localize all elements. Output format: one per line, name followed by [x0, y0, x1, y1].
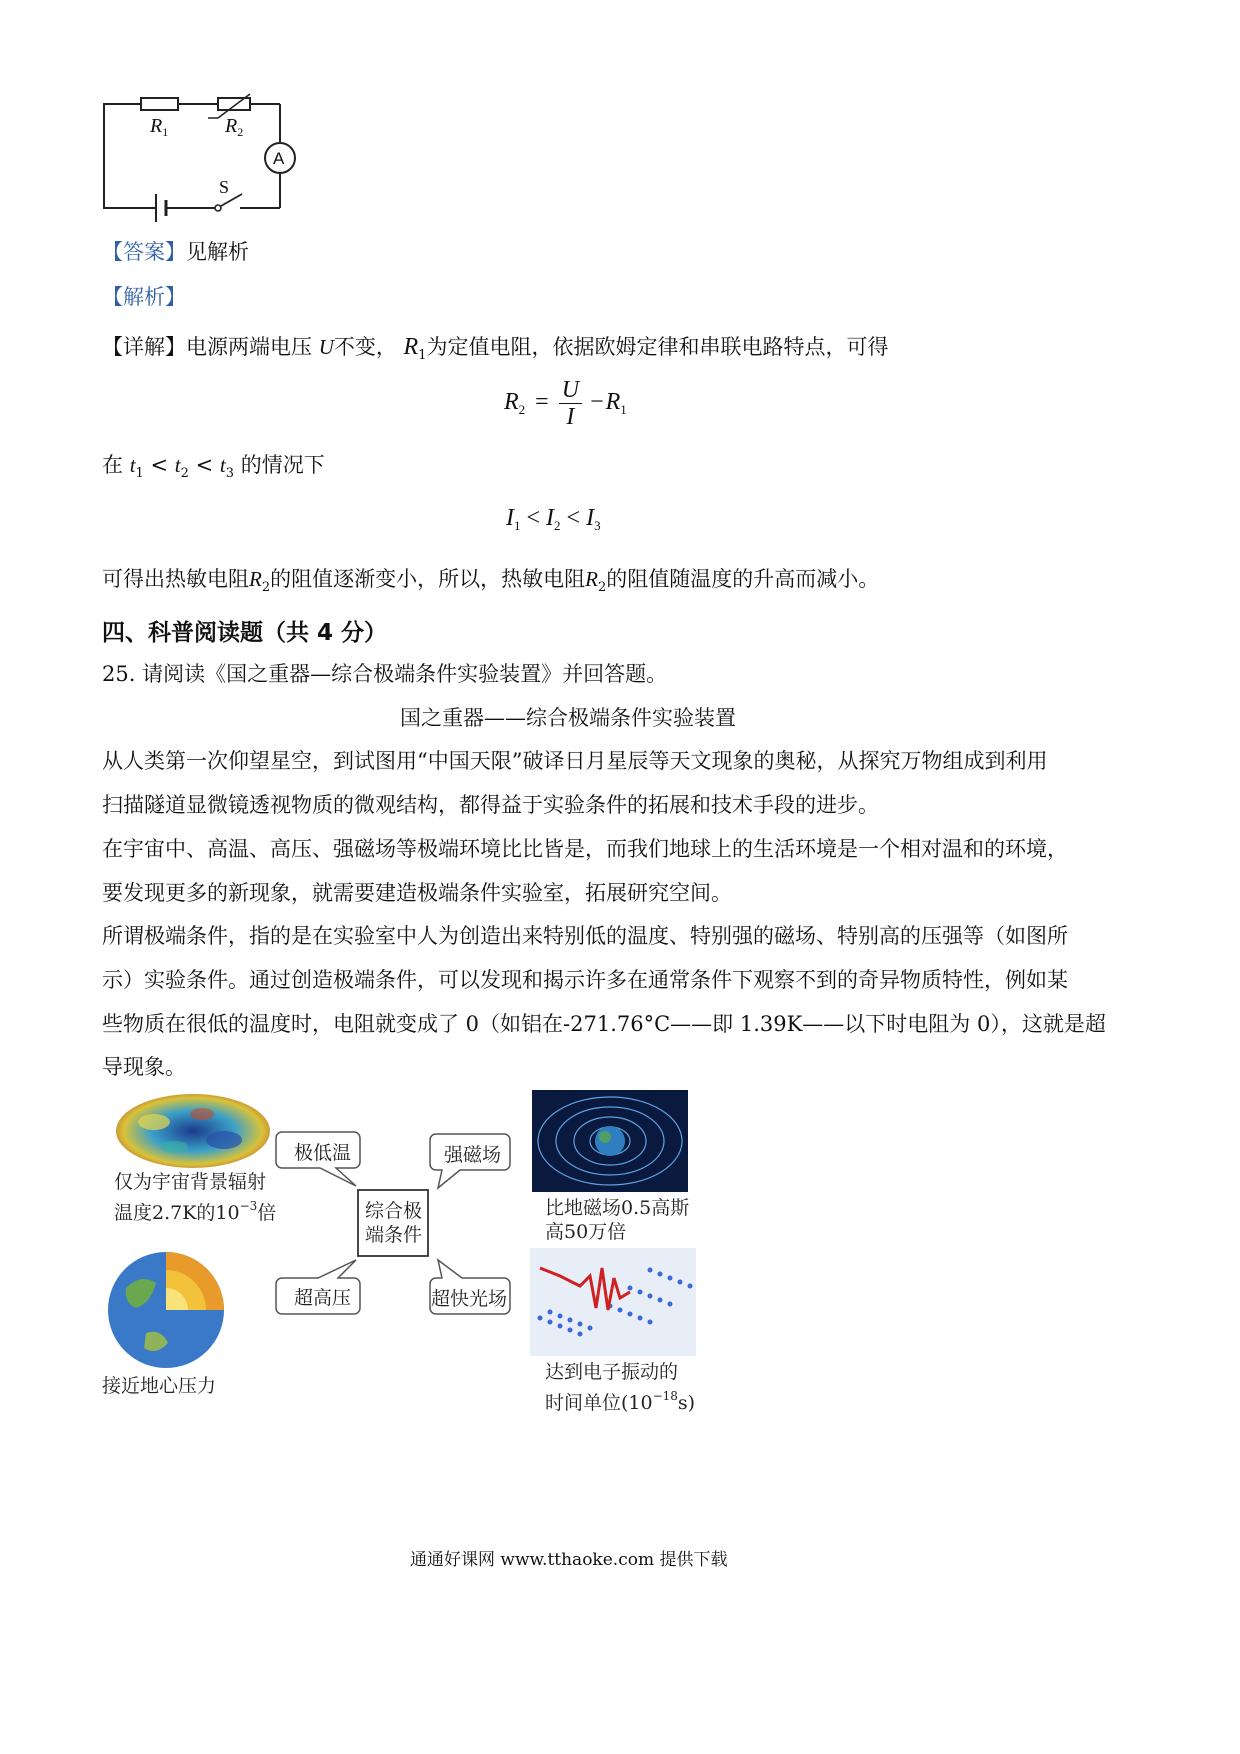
earth-caption: 接近地心压力 — [102, 1375, 217, 1397]
detail-line: 【详解】电源两端电压 U不变， $R_1$为定值电阻，依据欧姆定律和串联电路特点，可得 — [102, 334, 889, 363]
ultrafast-laser-image — [530, 1248, 696, 1356]
switch — [215, 205, 221, 211]
analysis-tag: 【解析】 — [102, 285, 186, 309]
magnetic-field-image — [532, 1090, 688, 1192]
conclusion-line: 可得出热敏电阻$R_2$的阻值逐渐变小，所以，热敏电阻$R_2$的阻值随温度的升高而减小。 — [102, 567, 880, 595]
ammeter-label: A — [273, 149, 285, 168]
switch-label: S — [219, 177, 230, 197]
answer-text: 见解析 — [186, 240, 249, 264]
earth-core-image — [106, 1248, 228, 1370]
answer-line — [102, 237, 249, 267]
article-line-5: 所谓极端条件，指的是在实验室中人为创造出来特别低的温度、特别强的磁场、特别高的压强等（如图所 — [102, 924, 1068, 948]
bubble-high-pressure: 超高压 — [294, 1287, 352, 1309]
r1-label: $R_1$ — [150, 115, 169, 139]
footer-text: 通通好课网 www.tthaoke.com 提供下载 — [410, 1550, 728, 1570]
article-line-6: 示）实验条件。通过创造极端条件，可以发现和揭示许多在通常条件下观察不到的奇异物质特性，例如某 — [102, 968, 1068, 992]
article-line-4: 要发现更多的新现象，就需要建造极端条件实验室，拓展研究空间。 — [102, 881, 732, 905]
formula-r2: $R_2$ = $\frac{U}{I}$ $-R_1$ — [504, 377, 627, 430]
circuit-diagram — [100, 90, 330, 240]
cmb-caption: 仅为宇宙背景辐射 温度2.7K的$10^{-3}$倍 — [114, 1171, 277, 1224]
resistor-r1 — [141, 98, 178, 110]
formula-currents: $I_1 < I_2 < I_3$ — [506, 505, 601, 533]
article-line-7: 些物质在很低的温度时，电阻就变成了 0（如铝在-271.76°C——即 1.39K——以下时电阻为 0），这就是超 — [102, 1012, 1106, 1036]
bubble-ultrafast: 超快光场 — [431, 1288, 508, 1310]
cmb-map-image — [114, 1092, 272, 1170]
fraction-u-over-i: $\frac{U}{I}$ — [559, 377, 582, 430]
bubble-strong-field: 强磁场 — [444, 1144, 502, 1166]
bubble-low-temp: 极低温 — [294, 1142, 352, 1164]
article-line-8: 导现象。 — [102, 1055, 186, 1079]
article-line-3: 在宇宙中、高温、高压、强磁场等极端环境比比皆是，而我们地球上的生活环境是一个相对温和的环境， — [102, 837, 1068, 861]
thermistor-r2 — [218, 98, 250, 110]
condition-line: 在 $t_1 < t_2 < t_3$ 的情况下 — [102, 453, 325, 481]
answer-tag: 【答案】 — [102, 240, 186, 264]
article-line-1: 从人类第一次仰望星空，到试图用“中国天限”破译日月星辰等天文现象的奥秘，从探究万物组成到利用 — [102, 749, 1048, 773]
center-box-label: 综合极 端条件 — [365, 1200, 423, 1246]
article-line-2: 扫描隧道显微镜透视物质的微观结构，都得益于实验条件的拓展和技术手段的进步。 — [102, 793, 879, 817]
r2-label: $R_2$ — [225, 115, 244, 139]
laser-caption: 达到电子振动的 时间单位$(10^{-18}s)$ — [545, 1361, 696, 1414]
article-title: 国之重器——综合极端条件实验装置 — [400, 706, 736, 730]
magnet-caption: 比地磁场0.5高斯 高50万倍 — [545, 1197, 690, 1243]
section-heading: 四、科普阅读题（共 4 分） — [102, 620, 388, 646]
question-line: 25. 请阅读《国之重器—综合极端条件实验装置》并回答题。 — [102, 662, 668, 686]
